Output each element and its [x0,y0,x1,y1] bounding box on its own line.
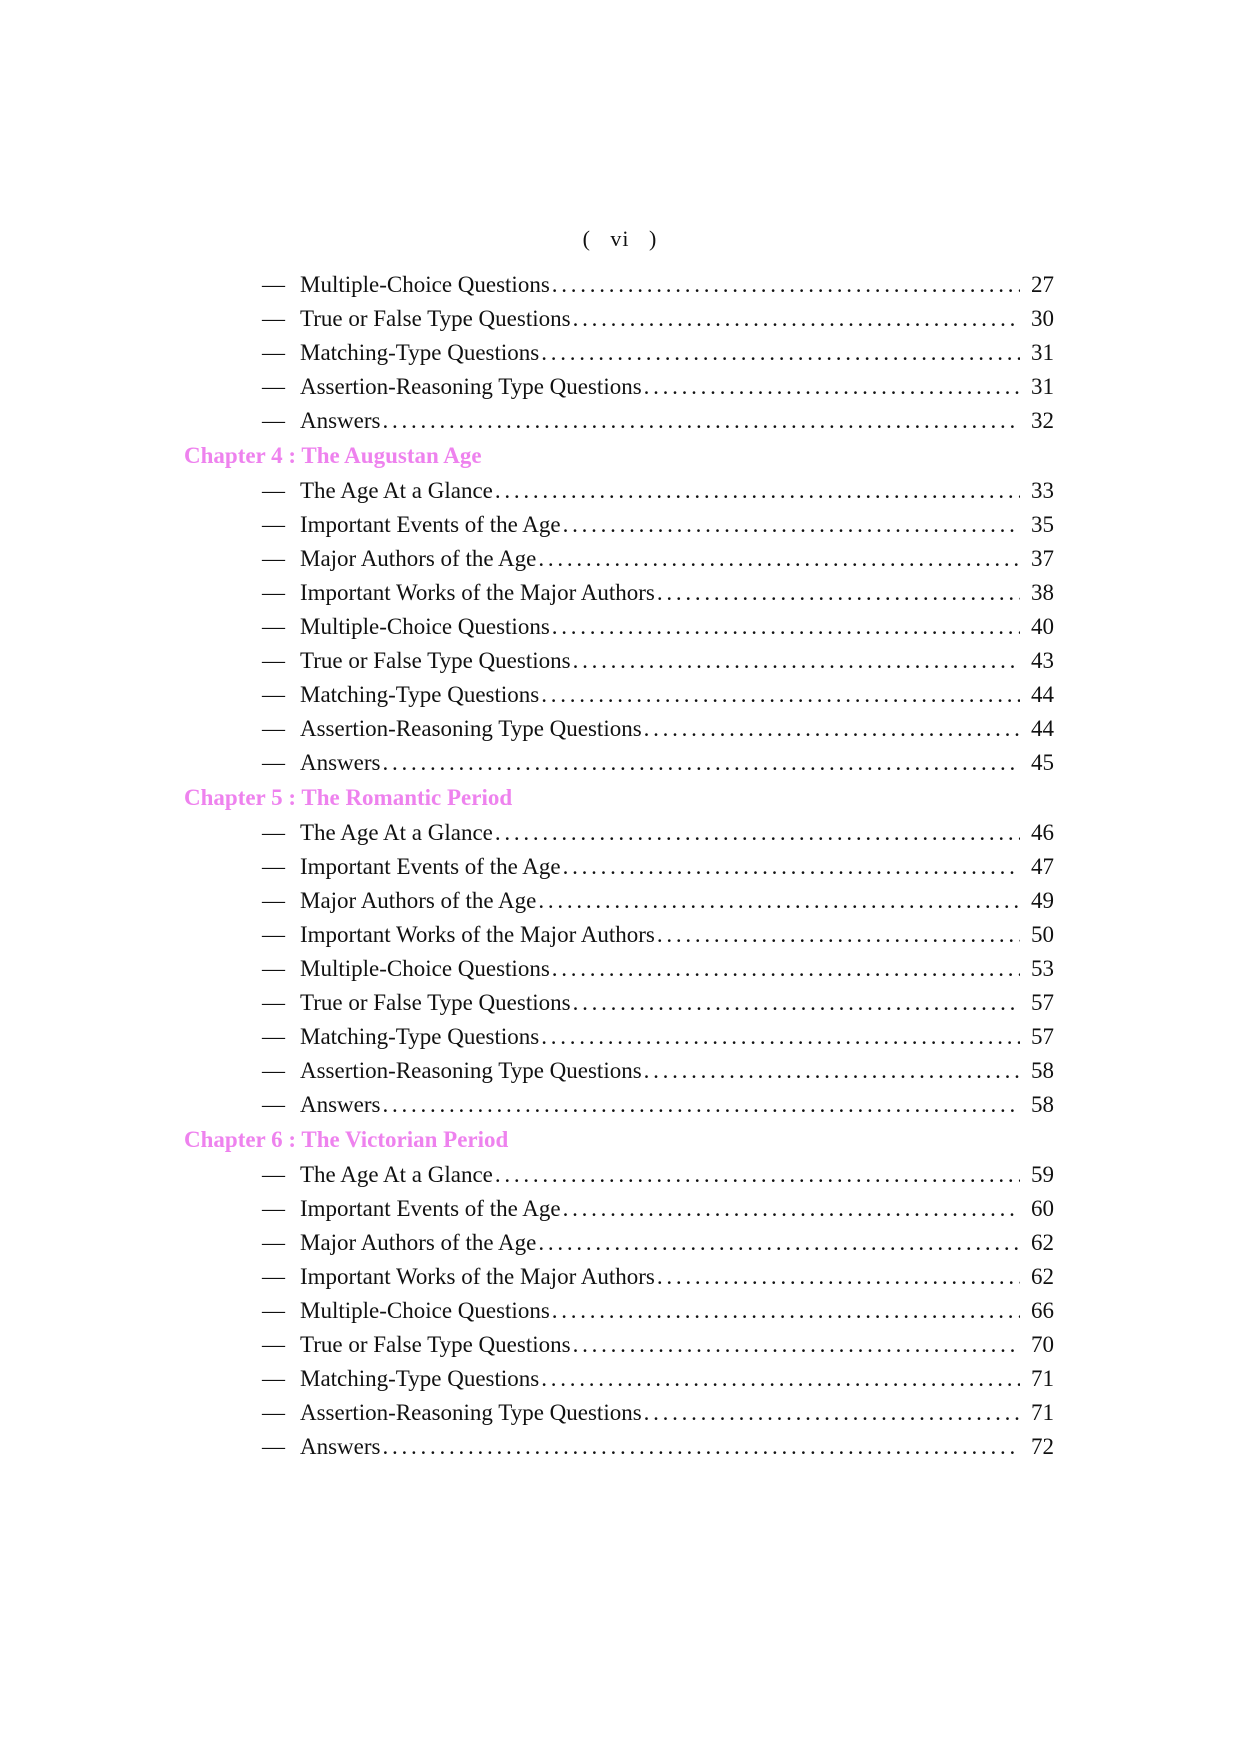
toc-entry-page-number: 62 [1031,1230,1054,1255]
toc-entry-line [300,474,1054,508]
toc-entry-page-number: 59 [1031,1162,1054,1187]
toc-entry-page-number: 37 [1031,546,1054,571]
toc-entry-dash: — [262,1092,285,1117]
toc-entry-dash: — [262,1058,285,1083]
toc-entry-line [300,336,1054,370]
toc-entry-label: Assertion-Reasoning Type Questions [300,1400,642,1425]
toc-entry [184,576,1054,610]
toc-entry-label: Important Events of the Age [300,512,561,537]
toc-entry-label: Assertion-Reasoning Type Questions [300,374,642,399]
dot-leader [644,370,1020,404]
toc-entry-line [300,1362,1054,1396]
toc-entry-page-number: 58 [1031,1058,1054,1083]
dot-leader [573,1328,1020,1362]
toc-entry-line [300,986,1054,1020]
toc-entry-line [300,1192,1054,1226]
toc-entry-line [300,1054,1054,1088]
toc-entry-label: True or False Type Questions [300,1332,571,1357]
dot-leader [644,1054,1020,1088]
toc-entry-label: Matching-Type Questions [300,340,540,365]
toc-entry-line [300,746,1054,780]
toc-entry-page-number: 72 [1031,1434,1054,1459]
toc-entry-dash: — [262,1434,285,1459]
toc-entry [184,508,1054,542]
toc-entry-label: Matching-Type Questions [300,1366,540,1391]
table-of-contents [184,268,1054,1464]
toc-entry-label: Important Works of the Major Authors [300,1264,655,1289]
toc-entry [184,918,1054,952]
dot-leader [538,884,1020,918]
toc-entry [184,302,1054,336]
toc-entry [184,1260,1054,1294]
toc-entry-dash: — [262,648,285,673]
toc-entry-line [300,1226,1054,1260]
toc-entry-label: Major Authors of the Age [300,546,537,571]
toc-entry-dash: — [262,990,285,1015]
toc-entry-page-number: 57 [1031,1024,1054,1049]
toc-entry-label: Multiple-Choice Questions [300,272,550,297]
toc-entry [184,268,1054,302]
toc-section [184,1122,1054,1464]
toc-entry-page-number: 31 [1031,374,1054,399]
toc-entry-label: Multiple-Choice Questions [300,1298,550,1323]
dot-leader [495,1158,1020,1192]
toc-entry-label: Major Authors of the Age [300,888,537,913]
toc-entry-page-number: 45 [1031,750,1054,775]
toc-entry-dash: — [262,512,285,537]
toc-entry-dash: — [262,888,285,913]
toc-entry-label: Important Events of the Age [300,854,561,879]
toc-entry [184,542,1054,576]
dot-leader [383,746,1021,780]
toc-entry-page-number: 44 [1031,682,1054,707]
dot-leader [573,644,1020,678]
toc-entry-label: Assertion-Reasoning Type Questions [300,1058,642,1083]
toc-entry-page-number: 27 [1031,272,1054,297]
toc-section [184,438,1054,780]
toc-entry [184,678,1054,712]
toc-entry-label: Assertion-Reasoning Type Questions [300,716,642,741]
toc-entry-label: Matching-Type Questions [300,682,540,707]
toc-entry-label: Important Events of the Age [300,1196,561,1221]
dot-leader [495,816,1020,850]
toc-entry-page-number: 35 [1031,512,1054,537]
toc-entry [184,850,1054,884]
toc-entry-label: True or False Type Questions [300,306,571,331]
toc-entry-dash: — [262,956,285,981]
toc-entry-page-number: 71 [1031,1366,1054,1391]
toc-entry-line [300,1158,1054,1192]
toc-entry-dash: — [262,1400,285,1425]
toc-entry-label: True or False Type Questions [300,648,571,673]
dot-leader [383,404,1021,438]
toc-entry-dash: — [262,1264,285,1289]
toc-entry [184,404,1054,438]
toc-entry [184,952,1054,986]
dot-leader [541,336,1020,370]
toc-entry-page-number: 43 [1031,648,1054,673]
toc-entry [184,474,1054,508]
dot-leader [541,678,1020,712]
toc-entry [184,1362,1054,1396]
toc-entry-label: Answers [300,408,381,433]
toc-entry-label: The Age At a Glance [300,820,493,845]
toc-entry-line [300,644,1054,678]
toc-entry-page-number: 32 [1031,408,1054,433]
toc-entry-line [300,268,1054,302]
toc-entry-label: Major Authors of the Age [300,1230,537,1255]
dot-leader [541,1362,1020,1396]
toc-entry-line [300,816,1054,850]
toc-entry-dash: — [262,1162,285,1187]
toc-entry-page-number: 66 [1031,1298,1054,1323]
chapter-heading: Chapter 4 : The Augustan Age [184,443,482,468]
toc-entry [184,1328,1054,1362]
dot-leader [538,1226,1020,1260]
dot-leader [552,268,1020,302]
toc-entry-page-number: 62 [1031,1264,1054,1289]
toc-entry-page-number: 57 [1031,990,1054,1015]
toc-entry-page-number: 71 [1031,1400,1054,1425]
toc-entry-label: Answers [300,750,381,775]
dot-leader [552,1294,1020,1328]
toc-entry-page-number: 31 [1031,340,1054,365]
toc-entry-page-number: 58 [1031,1092,1054,1117]
toc-entry-dash: — [262,716,285,741]
toc-entry-dash: — [262,1332,285,1357]
toc-entry-page-number: 49 [1031,888,1054,913]
dot-leader [538,542,1020,576]
dot-leader [563,850,1020,884]
dot-leader [657,1260,1020,1294]
toc-entry [184,1430,1054,1464]
toc-entry-line [300,1430,1054,1464]
dot-leader [383,1430,1021,1464]
toc-entry-label: Answers [300,1434,381,1459]
toc-entry-line [300,884,1054,918]
toc-entry-label: The Age At a Glance [300,478,493,503]
toc-entry-dash: — [262,272,285,297]
toc-entry-line [300,302,1054,336]
toc-entry [184,1192,1054,1226]
dot-leader [657,576,1020,610]
toc-entry-line [300,370,1054,404]
toc-entry [184,1020,1054,1054]
toc-entry-line [300,1260,1054,1294]
chapter-heading: Chapter 5 : The Romantic Period [184,785,513,810]
toc-entry-dash: — [262,854,285,879]
dot-leader [644,1396,1020,1430]
toc-entry-page-number: 50 [1031,922,1054,947]
toc-entry-line [300,1396,1054,1430]
dot-leader [383,1088,1021,1122]
toc-entry-page-number: 30 [1031,306,1054,331]
toc-entry-label: Answers [300,1092,381,1117]
toc-entry [184,1054,1054,1088]
toc-entry-dash: — [262,1024,285,1049]
chapter-heading: Chapter 6 : The Victorian Period [184,1127,509,1152]
toc-entry [184,1396,1054,1430]
toc-entry-line [300,542,1054,576]
toc-entry-dash: — [262,340,285,365]
toc-entry [184,986,1054,1020]
toc-entry-label: Important Works of the Major Authors [300,922,655,947]
toc-entry-line [300,1328,1054,1362]
toc-entry-line [300,576,1054,610]
toc-entry [184,746,1054,780]
toc-entry [184,1158,1054,1192]
dot-leader [573,302,1020,336]
toc-entry-dash: — [262,922,285,947]
toc-entry [184,1226,1054,1260]
dot-leader [563,1192,1020,1226]
toc-entry-dash: — [262,478,285,503]
toc-entry-line [300,712,1054,746]
toc-entry-dash: — [262,580,285,605]
toc-entry-dash: — [262,306,285,331]
toc-entry-page-number: 40 [1031,614,1054,639]
dot-leader [495,474,1020,508]
dot-leader [644,712,1020,746]
toc-entry-dash: — [262,682,285,707]
toc-entry [184,370,1054,404]
toc-entry-dash: — [262,546,285,571]
toc-section [184,780,1054,1122]
toc-entry-dash: — [262,374,285,399]
toc-entry-label: Matching-Type Questions [300,1024,540,1049]
toc-entry-page-number: 46 [1031,820,1054,845]
toc-entry [184,610,1054,644]
toc-entry [184,336,1054,370]
toc-entry [184,712,1054,746]
toc-entry-line [300,952,1054,986]
toc-entry-label: Multiple-Choice Questions [300,614,550,639]
toc-entry [184,1088,1054,1122]
toc-entry-label: Multiple-Choice Questions [300,956,550,981]
toc-entry-dash: — [262,408,285,433]
toc-entry-page-number: 53 [1031,956,1054,981]
toc-section [184,268,1054,438]
toc-entry-line [300,918,1054,952]
dot-leader [563,508,1020,542]
dot-leader [657,918,1020,952]
toc-entry-dash: — [262,1366,285,1391]
toc-entry-dash: — [262,614,285,639]
page-number: ( vi ) [582,226,658,251]
toc-entry [184,644,1054,678]
toc-entry-line [300,1020,1054,1054]
dot-leader [552,952,1020,986]
toc-entry-line [300,850,1054,884]
toc-entry-dash: — [262,750,285,775]
toc-entry [184,816,1054,850]
toc-entry-line [300,404,1054,438]
toc-entry [184,884,1054,918]
toc-entry-dash: — [262,1230,285,1255]
toc-entry-label: Important Works of the Major Authors [300,580,655,605]
toc-entry-line [300,508,1054,542]
toc-entry-dash: — [262,820,285,845]
dot-leader [552,610,1020,644]
toc-entry-label: True or False Type Questions [300,990,571,1015]
toc-entry-dash: — [262,1196,285,1221]
toc-entry-line [300,610,1054,644]
toc-entry-page-number: 60 [1031,1196,1054,1221]
toc-entry-page-number: 70 [1031,1332,1054,1357]
toc-entry-page-number: 33 [1031,478,1054,503]
toc-entry-line [300,1294,1054,1328]
toc-entry-line [300,678,1054,712]
toc-entry [184,1294,1054,1328]
dot-leader [541,1020,1020,1054]
dot-leader [573,986,1020,1020]
toc-entry-page-number: 44 [1031,716,1054,741]
toc-entry-line [300,1088,1054,1122]
toc-entry-dash: — [262,1298,285,1323]
toc-entry-page-number: 38 [1031,580,1054,605]
toc-entry-label: The Age At a Glance [300,1162,493,1187]
toc-entry-page-number: 47 [1031,854,1054,879]
